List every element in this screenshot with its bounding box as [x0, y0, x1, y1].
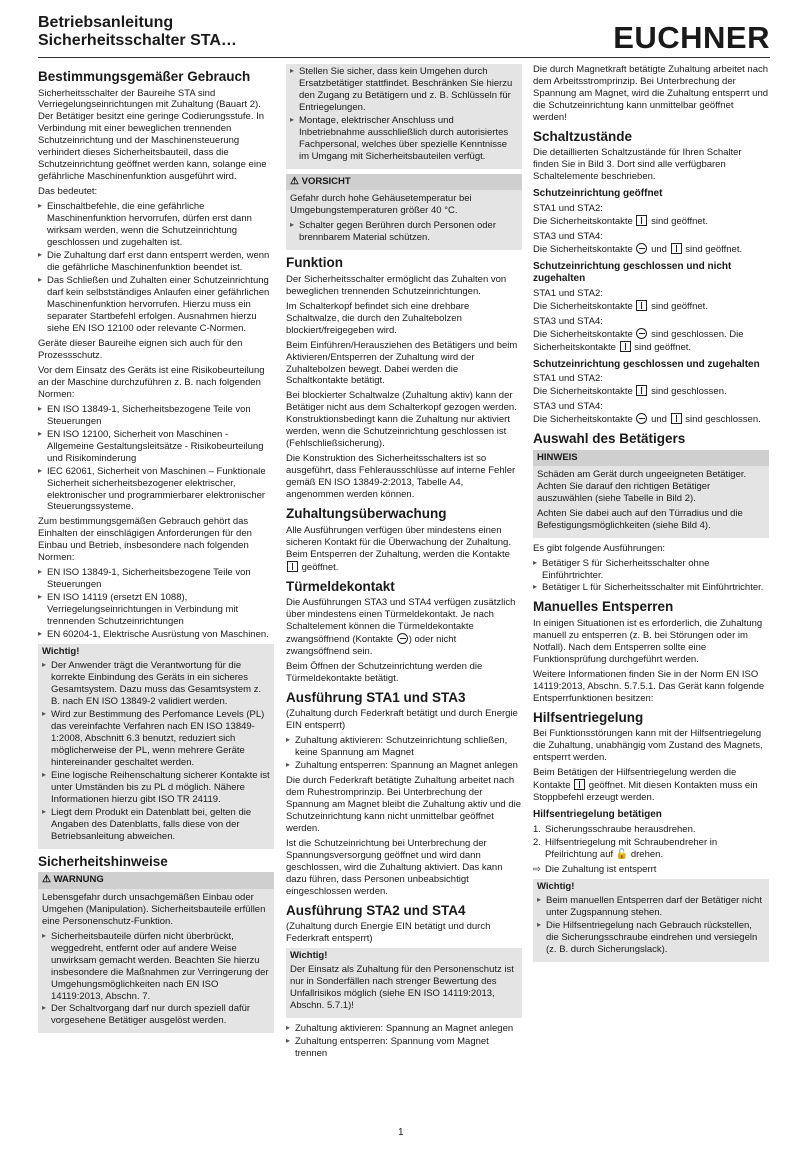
- bullet-list: [537, 895, 765, 956]
- step-item: 2. Hilfsentriegelung mit Schraubendreher in Pfeilrichtung auf 🔓 drehen.: [533, 836, 718, 860]
- bullet-list: [286, 735, 522, 772]
- heading-auswahl: Auswahl des Betätigers: [533, 431, 686, 447]
- paragraph: STA3 und STA4: Die Sicherheitskontakte sind geschlossen. Die Sicherheitskontakte sind geöffnet.: [533, 315, 744, 353]
- paragraph: Im Schalterkopf befindet sich eine drehbare Schaltwalze, die durch den Zuhaltebolzen blockiert/freigegeben wird.: [286, 300, 470, 336]
- warning-triangle-icon: ⚠: [42, 874, 51, 886]
- paragraph: Beim Einführen/Herausziehen des Betätigers und beim Aktivieren/Entsperren der Zuhaltung wird der Zuhaltebolzen bewegt. Dabei werden die Schaltkontakte betätigt.: [286, 339, 518, 387]
- list-item: ▸ Beim manuellen Entsperren darf der Betätiger nicht unter Zugspannung stehen.: [537, 895, 765, 919]
- paragraph: Das bedeutet:: [38, 186, 98, 198]
- paragraph: In einigen Situationen ist es erforderlich, die Zuhaltung manuell zu entsperren (z. B. bei Störungen oder im Notfall). Nach dem Entsperren sollte eine Funktionsprüfung durchgeführt werden.: [533, 617, 763, 665]
- subheading-zugehalten: Schutzeinrichtung geschlossen und zugehalten: [533, 358, 760, 370]
- heading-manuell: Manuelles Entsperren: [533, 599, 674, 615]
- contact-symbol-icon: [671, 413, 682, 424]
- list-item: ▸ Betätiger L für Sicherheitsschalter mit Einführtrichter.: [533, 582, 769, 594]
- paragraph: (Zuhaltung durch Energie EIN betätigt und durch Federkraft entsperrt): [286, 921, 491, 945]
- heading-bestimmung: Bestimmungsgemäßer Gebrauch: [38, 69, 251, 84]
- paragraph: Vor dem Einsatz des Geräts ist eine Risikobeurteilung an der Maschine durchzuführen z. B. nach folgenden Normen:: [38, 364, 265, 400]
- list-item: ▸ Das Schließen und Zuhalten einer Schutzeinrichtung darf kein selbstständiges Anlaufen einer gefährlichen Maschinenfunktion hervorrufen. Hierzu muss ein separater Startbefehl erfolgen. Ausnahmen hierzu siehe EN ISO 12100 oder relevante C-Normen.: [38, 275, 274, 335]
- paragraph: STA1 und STA2: Die Sicherheitskontakte sind geschlossen.: [533, 373, 727, 398]
- contact-symbol-icon: [287, 561, 298, 572]
- vorsicht-box: [286, 174, 522, 250]
- hinweis-box: [533, 450, 769, 538]
- list-item: ▸ IEC 62061, Sicherheit von Maschinen – Funktionale Sicherheit sicherheitsbezogener elektrischer, elektronischer und programmierbarer elektronischer Steuerungssysteme.: [38, 466, 274, 514]
- column-2: [286, 64, 522, 1063]
- warnung-title: WARNUNG: [53, 874, 104, 886]
- warnung-box-continued: [286, 64, 522, 169]
- list-item: ▸ EN ISO 13849-1, Sicherheitsbezogene Teile von Steuerungen: [38, 404, 274, 428]
- paragraph: Beim Betätigen der Hilfsentriegelung werden die Kontakte geöffnet. Mit diesen Kontakten muss ein Stoppbefehl erzeugt werden.: [533, 767, 758, 804]
- page-header: [38, 14, 770, 58]
- paragraph: Die durch Magnetkraft betätigte Zuhaltung arbeitet nach dem Arbeitsstromprinzip. Bei Unterbrechung der Spannung am Magnet, wird die Zuhaltung entsperrt und die Schutzeinrichtung kann unmittelbar geöffnet werden!: [533, 64, 769, 123]
- heading-sicherheitshinweise: Sicherheitshinweise: [38, 853, 168, 869]
- warnung-box: [38, 872, 274, 1033]
- list-item: ▸ EN ISO 14119 (ersetzt EN 1088), Verriegelungseinrichtungen in Verbindung mit trennenden Schutzeinrichtungen: [38, 592, 274, 628]
- wichtig-title: Wichtig!: [42, 646, 80, 658]
- contact-symbol-icon: [574, 779, 585, 790]
- column-1: [38, 64, 274, 1038]
- bullet-list: [533, 558, 769, 595]
- contact-symbol-icon: [636, 385, 647, 396]
- list-item: ▸ Zuhaltung entsperren: Spannung an Magnet anlegen: [286, 760, 522, 772]
- bullet-list: [286, 1023, 522, 1060]
- list-item: ▸ Die Zuhaltung darf erst dann entsperrt werden, wenn die gefährliche Maschinenfunktion beendet ist.: [38, 250, 274, 274]
- bullet-list: [38, 404, 274, 514]
- list-item: ▸ Zuhaltung aktivieren: Spannung an Magnet anlegen: [286, 1023, 522, 1035]
- euchner-logo: EUCHNER: [613, 20, 770, 55]
- list-item: ▸ Die Hilfsentriegelung nach Gebrauch rückstellen, die Sicherungsschraube eindrehen und versiegeln (z. B. durch Sicherungslack).: [537, 920, 765, 956]
- contact-symbol-icon: [620, 341, 631, 352]
- bullet-list: [38, 201, 274, 335]
- bullet-list: [290, 220, 518, 244]
- list-item: ▸ Eine logische Reihenschaltung sicherer Kontakte ist unter Umständen bis zu PL d möglich. Nähere Informationen hierzu gibt ISO TR 24119.: [42, 770, 270, 806]
- paragraph: Schäden am Gerät durch ungeeigneten Betätiger. Achten Sie darauf den richtigen Betätiger auszuwählen (siehe Tabelle in Bild 2).: [537, 468, 747, 504]
- paragraph: Achten Sie dabei auch auf den Türradius und die Befestigungsmöglichkeiten (siehe Bild 4).: [537, 507, 743, 531]
- wichtig-title: Wichtig!: [537, 881, 575, 893]
- paragraph: Der Sicherheitsschalter ermöglicht das Zuhalten von beweglichen trennenden Schutzeinrichtungen.: [286, 273, 507, 297]
- paragraph: Die Konstruktion des Sicherheitsschalters ist so ausgeführt, dass Fehlerausschlüsse auf interne Fehler gemäß EN ISO 13849-2:2013, Tabelle A4, angenommen werden können.: [286, 453, 516, 501]
- bullet-list: [38, 567, 274, 641]
- paragraph: Geräte dieser Baureihe eignen sich auch für den Prozessschutz.: [38, 337, 243, 361]
- list-item: ▸ EN ISO 12100, Sicherheit von Maschinen - Allgemeine Gestaltungsleitsätze - Risikobeurteilung und Risikominderung: [38, 429, 274, 465]
- paragraph: Die durch Federkraft betätigte Zuhaltung arbeitet nach dem Ruhestromprinzip. Bei Unterbrechung der Spannung am Magnet bleibt die Zuhaltung aktiv und die Schutzeinrichtung kann nicht unmittelbar geöffnet werden.: [286, 775, 522, 835]
- paragraph: Ist die Schutzeinrichtung bei Unterbrechung der Spannungsversorgung geöffnet und wird dann geschlossen, wird die Zuhaltung aktiviert. Das kann dazu führen, dass Personen unbeabsichtigt eingeschlossen werden.: [286, 838, 503, 897]
- positive-opening-icon: [397, 633, 408, 644]
- column-3: [533, 64, 769, 967]
- heading-tuermeldekontakt: Türmeldekontakt: [286, 578, 395, 594]
- list-item: ▸ EN 60204-1, Elektrische Ausrüstung von Maschinen.: [38, 629, 274, 641]
- vorsicht-title: VORSICHT: [301, 175, 351, 187]
- paragraph: Bei Funktionsstörungen kann mit der Hilfsentriegelung die Zuhaltung, unabhängig vom Zustand des Magnets, entsperrt werden.: [533, 728, 763, 764]
- heading-schaltzustaende: Schaltzustände: [533, 128, 633, 144]
- list-item: ▸ Einschaltbefehle, die eine gefährliche Maschinenfunktion hervorrufen, dürfen erst dann wirksam werden, wenn die Schutzeinrichtung geschlossen und zugehalten ist.: [38, 201, 274, 249]
- bullet-list: [42, 660, 270, 843]
- wichtig-box: [533, 879, 769, 962]
- wichtig-title: Wichtig!: [290, 950, 328, 962]
- contact-symbol-icon: [636, 215, 647, 226]
- paragraph: Gefahr durch hohe Gehäusetemperatur bei Umgebungstemperaturen größer 40 °C.: [290, 193, 472, 217]
- heading-zuhaltungsueberwachung: Zuhaltungsüberwachung: [286, 506, 447, 522]
- list-item: ▸ Zuhaltung entsperren: Spannung vom Magnet trennen: [286, 1036, 522, 1060]
- wichtig-box: [38, 644, 274, 849]
- heading-hilfsentriegelung: Hilfsentriegelung: [533, 709, 644, 725]
- paragraph: Der Einsatz als Zuhaltung für den Personenschutz ist nur in Sonderfällen nach strenger Bewertung des Unfallrisikos möglich (siehe EN ISO 14119:2013, Abschn. 5.7.1)!: [290, 964, 514, 1012]
- paragraph: STA1 und STA2: Die Sicherheitskontakte sind geöffnet.: [533, 202, 708, 227]
- paragraph: STA3 und STA4: Die Sicherheitskontakte und sind geöffnet.: [533, 230, 743, 255]
- doc-title-line1: Betriebsanleitung: [38, 14, 174, 31]
- result-line: ⇨ Die Zuhaltung ist entsperrt: [533, 864, 657, 876]
- list-item: ▸ Schalter gegen Berühren durch Personen oder brennbarem Material schützen.: [290, 220, 518, 244]
- contact-symbol-icon: [671, 243, 682, 254]
- paragraph: Lebensgefahr durch unsachgemäßen Einbau oder Umgehen (Manipulation). Sicherheitsbauteile erfüllen eine Personenschutz-Funktion.: [42, 891, 266, 927]
- heading-sta1-sta3: Ausführung STA1 und STA3: [286, 689, 466, 705]
- page-number: 1: [398, 1127, 404, 1138]
- paragraph: Es gibt folgende Ausführungen:: [533, 542, 666, 554]
- paragraph: Bei blockierter Schaltwalze (Zuhaltung aktiv) kann der Betätiger nicht aus dem Schalterkopf gezogen werden. Konstruktionsbedingt kann die Zuhaltung nur aktiviert werden, wenn die Schutzeinrichtung geschlossen ist (Fehlschließsicherung).: [286, 390, 517, 450]
- positive-opening-icon: [636, 243, 647, 254]
- list-item: ▸ Zuhaltung aktivieren: Schutzeinrichtung schließen, keine Spannung am Magnet: [286, 735, 522, 759]
- unlock-icon: 🔓: [615, 848, 629, 860]
- subheading-nicht-zugehalten: Schutzeinrichtung geschlossen und nicht zugehalten: [533, 260, 732, 285]
- paragraph: Die Ausführungen STA3 und STA4 verfügen zusätzlich über mindestens einen Türmeldekontakt. Je nach Schaltelement können die Türmeldekontakte zwangsöffnend (Kontakte ) oder nicht zwangsöffnend sein.: [286, 597, 516, 657]
- heading-sta2-sta4: Ausführung STA2 und STA4: [286, 902, 466, 918]
- list-item: ▸ Stellen Sie sicher, dass kein Umgehen durch Ersatzbetätiger stattfindet. Beschränken Sie hierzu den Zugang zu Betätigern und z. B. Schlüsseln für Entriegelungen.: [290, 66, 518, 114]
- doc-title-line2: Sicherheitsschalter STA…: [38, 31, 237, 49]
- list-item: ▸ EN ISO 13849-1, Sicherheitsbezogene Teile von Steuerungen: [38, 567, 274, 591]
- list-item: ▸ Betätiger S für Sicherheitsschalter ohne Einführtrichter.: [533, 558, 769, 582]
- list-item: ▸ Wird zur Bestimmung des Perfomance Levels (PL) das vereinfachte Verfahren nach EN ISO 13849-1:2008, Abschnitt 6.3 benutzt, reduziert sich möglicherweise der PL, wenn mehrere Geräte hintereinander geschaltet werden.: [42, 709, 270, 769]
- paragraph: Zum bestimmungsgemäßen Gebrauch gehört das Einhalten der einschlägigen Anforderungen für den Einbau und Betrieb, insbesondere nach folgenden Normen:: [38, 516, 252, 564]
- result-arrow-icon: ⇨: [533, 864, 541, 876]
- list-item: ▸ Montage, elektrischer Anschluss und Inbetriebnahme ausschließlich durch autorisiertes Fachpersonal, welches über spezielle Kenntnisse im Umgang mit Sicherheitsbauteilen verfügt.: [290, 115, 518, 163]
- paragraph: STA3 und STA4: Die Sicherheitskontakte und sind geschlossen.: [533, 401, 761, 426]
- bullet-list: [290, 66, 518, 163]
- positive-opening-icon: [636, 413, 647, 424]
- contact-symbol-icon: [636, 300, 647, 311]
- warning-triangle-icon: ⚠: [290, 175, 299, 187]
- heading-funktion: Funktion: [286, 255, 343, 271]
- paragraph: Die detaillierten Schaltzustände für Ihren Schalter finden Sie in Bild 3. Dort sind alle verfügbaren Schaltelemente beschrieben.: [533, 147, 742, 183]
- paragraph: Alle Ausführungen verfügen über mindestens einen sicheren Kontakt für die Überwachung der Zuhaltung. Beim Entsperren der Zuhaltung, werden die Kontakte geöffnet.: [286, 524, 511, 573]
- paragraph: Weitere Informationen finden Sie in der Norm EN ISO 14119:2013, Abschn. 5.7.5.1. Das Gerät kann folgende Entsperrfunktionen besitzen:: [533, 668, 765, 704]
- list-item: ▸ Der Anwender trägt die Verantwortung für die korrekte Einbindung des Geräts in ein sicheres Gesamtsystem. Dazu muss das Gesamtsystem z. B. nach EN ISO 13849-2 validiert werden.: [42, 660, 270, 708]
- list-item: ▸ Sicherheitsbauteile dürfen nicht überbrückt, weggedreht, entfernt oder auf andere Weise unwirksam gemacht werden. Beachten Sie hierzu insbesondere die Maßnahmen zur Verringerung der Umgehungsmöglichkeiten nach EN ISO 14119:2013, Abschn. 7.: [42, 931, 270, 1003]
- step-list: [533, 824, 769, 862]
- hinweis-title: HINWEIS: [533, 450, 769, 466]
- paragraph: Beim Öffnen der Schutzeinrichtung werden die Türmeldekontakte betätigt.: [286, 660, 483, 684]
- list-item: ▸ Liegt dem Produkt ein Datenblatt bei, gelten die Angaben des Datenblatts, falls diese von der Betriebsanleitung abweichen.: [42, 807, 270, 843]
- subheading-geoeffnet: Schutzeinrichtung geöffnet: [533, 188, 663, 200]
- wichtig-box: [286, 948, 522, 1018]
- paragraph: Sicherheitsschalter der Baureihe STA sind Verriegelungseinrichtungen mit Zuhaltung (Bauart 2). Der Betätiger besitzt eine geringe Codierungsstufe. In Verbindung mit einer beweglichen trennenden Schutzeinrichtung und der Maschinensteuerung verhindert dieses Sicherheitsbauteil, dass die Schutzeinrichtung geöffnet werden kann, solange eine gefährliche Maschinenfunktion ausgeführt wird.: [38, 87, 267, 183]
- bullet-list: [42, 931, 270, 1028]
- paragraph: STA1 und STA2: Die Sicherheitskontakte sind geöffnet.: [533, 287, 708, 312]
- step-item: 1. Sicherungsschraube herausdrehen.: [533, 823, 696, 835]
- list-item: ▸ Der Schaltvorgang darf nur durch speziell dafür vorgesehene Betätiger ausgelöst werden.: [42, 1003, 270, 1027]
- positive-opening-icon: [636, 328, 647, 339]
- paragraph: (Zuhaltung durch Federkraft betätigt und durch Energie EIN entsperrt): [286, 708, 518, 732]
- subheading-betaetigen: Hilfsentriegelung betätigen: [533, 809, 662, 821]
